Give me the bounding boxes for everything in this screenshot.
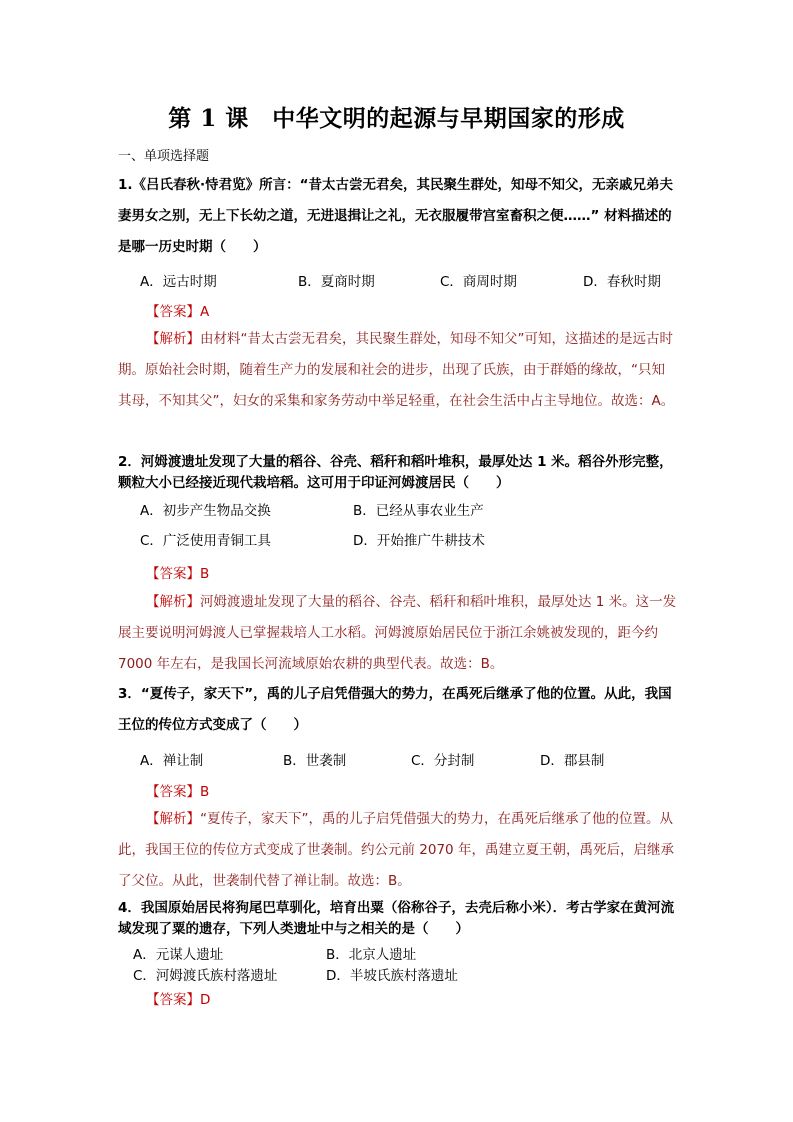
answer-label: 【答案】 xyxy=(146,304,200,320)
question-3-option-c: C．分封制 xyxy=(411,753,475,769)
explanation-text: 河姆渡遗址发现了大量的稻谷、谷壳、稻秆和稻叶堆积，最厚处达 1 米。这一发展主要说明河姆渡人已掌握栽培人工水稻。河姆渡原始居民位于浙江余姚被发现的，距今约 7000 年左右，是我国长河流域原始农耕的典型代表。故选：B。 xyxy=(118,594,677,672)
answer-value: D xyxy=(200,992,211,1008)
question-1-option-d: D．春秋时期 xyxy=(583,274,661,290)
explanation-label: 【解析】 xyxy=(146,331,200,347)
question-2-stem: 2．河姆渡遗址发现了大量的稻谷、谷壳、稻秆和稻叶堆积，最厚处达 1 米。稻谷外形完整，颗粒大小已经接近现代栽培稻。这可用于印证河姆渡居民（ ） xyxy=(118,454,673,491)
question-4-option-a: A．元谋人遗址 xyxy=(133,947,224,963)
question-3-option-b: B．世袭制 xyxy=(283,753,347,769)
question-1-answer xyxy=(146,300,209,320)
answer-value: B xyxy=(200,566,210,582)
question-1-option-b: B．夏商时期 xyxy=(298,274,375,290)
answer-label: 【答案】 xyxy=(146,992,200,1008)
question-2-option-a: A．初步产生物品交换 xyxy=(140,503,271,519)
question-2-option-d: D．开始推广牛耕技术 xyxy=(353,533,485,549)
question-4-option-d: D．半坡氏族村落遗址 xyxy=(326,968,458,984)
explanation-text: 由材料“昔太古尝无君矣，其民聚生群处，知母不知父”可知，这描述的是远古时期。原始社会时期，随着生产力的发展和社会的进步，出现了氏族，由于群婚的缘故，“只知其母，不知其父”，妇女的采集和家务劳动中举足轻重，在社会生活中占主导地位。故选：A。 xyxy=(118,331,675,409)
section-heading: 一、单项选择题 xyxy=(118,149,210,164)
lesson-title: 第 1 课 中华文明的起源与早期国家的形成 xyxy=(168,105,625,132)
explanation-label: 【解析】 xyxy=(146,594,200,610)
question-1-explanation xyxy=(118,324,678,417)
question-4-answer xyxy=(146,988,210,1008)
question-2-option-c: C．广泛使用青铜工具 xyxy=(140,533,271,549)
question-3-option-d: D．郡县制 xyxy=(540,753,605,769)
question-3-option-a: A．禅让制 xyxy=(140,753,204,769)
question-2-answer xyxy=(146,562,209,582)
question-1-option-a: A．远古时期 xyxy=(140,274,217,290)
question-4-stem: 4．我国原始居民将狗尾巴草驯化，培育出粟（俗称谷子，去壳后称小米）．考古学家在黄河流域发现了粟的遗存，下列人类遗址中与之相关的是（ ） xyxy=(118,900,675,937)
explanation-label: 【解析】 xyxy=(146,811,200,827)
explanation-text: “夏传子，家天下”，禹的儿子启凭借强大的势力，在禹死后继承了他的位置。从此，我国王位的传位方式变成了世袭制。约公元前 2070 年，禹建立夏王朝，禹死后，启继承了父位。从此，世袭制代替了禅让制。故选：B。 xyxy=(118,811,674,889)
answer-label: 【答案】 xyxy=(146,784,200,800)
question-3-stem: 3．“夏传子，家天下”，禹的儿子启凭借强大的势力，在禹死后继承了他的位置。从此，我国王位的传位方式变成了（ ） xyxy=(118,686,672,733)
question-4-option-b: B．北京人遗址 xyxy=(326,947,417,963)
answer-value: B xyxy=(200,784,210,800)
question-2-explanation xyxy=(118,587,678,680)
question-4-option-c: C．河姆渡氏族村落遗址 xyxy=(133,968,278,984)
question-1-stem: 1.《吕氏春秋·恃君览》所言：“昔太古尝无君矣，其民聚生群处，知母不知父，无亲戚兄弟夫妻男女之别，无上下长幼之道，无进退揖让之礼，无衣服履带宫室畜积之便……” 材料描述的是哪一历史时期（ ） xyxy=(118,177,674,255)
answer-label: 【答案】 xyxy=(146,566,200,582)
question-3-explanation xyxy=(118,804,678,897)
question-2-option-b: B．已经从事农业生产 xyxy=(353,503,484,519)
question-1-option-c: C．商周时期 xyxy=(440,274,517,290)
answer-value: A xyxy=(200,304,210,320)
question-3-answer xyxy=(146,780,209,800)
